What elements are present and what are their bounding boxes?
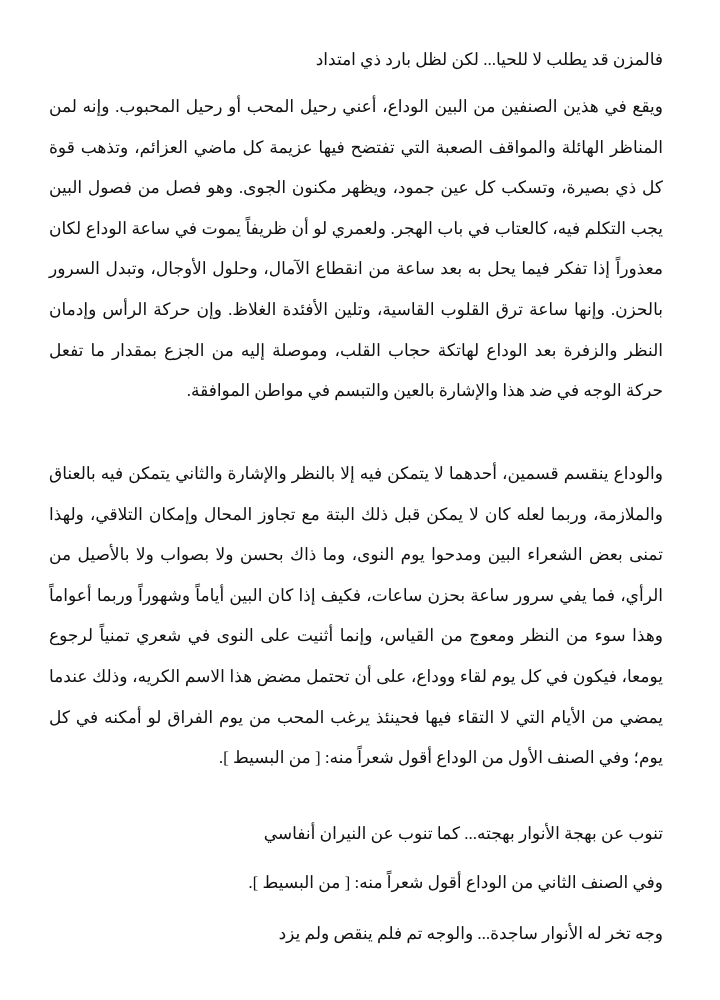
verse-line: وجه تخر له الأنوار ساجدة... والوجه تم فلم ينقص ولم يزد — [278, 924, 663, 943]
verse-line: تنوب عن بهجة الأنوار بهجته... كما تنوب عن النيران أنفاسي — [263, 824, 663, 843]
body-paragraph: ويقع في هذين الصنفين من البين الوداع، أعني رحيل المحب أو رحيل المحبوب. وإنه لمن المناظر الهائلة والمواقف الصعبة التي تفتضح فيها عزيمة كل ماضي العزائم، وتذهب قوة كل ذي بصيرة، وتسكب كل عين جمود، ويظهر مكنون الجوى. وهو فصل من فصول البين يجب التكلم فيه، كالعتاب في باب الهجر. ولعمري لو أن ظريفاً يموت في ساعة الوداع لكان معذوراً إذا تفكر فيما يحل به بعد ساعة من انقطاع الآمال، وحلول الأوجال، وتبدل السرور بالحزن. وإنها ساعة ترق القلوب القاسية، وتلين الأفئدة الغلاظ. وإن حركة الرأس وإدمان النظر والزفرة بعد الوداع لهاتكة حجاب القلب، وموصلة إليه من الجزع بمقدار ما تفعل حركة الوجه في ضد هذا والإشارة بالعين والتبسم في مواطن الموافقة. — [49, 97, 663, 401]
text-line: وفي الصنف الثاني من الوداع أقول شعراً منه: [ من البسيط ]. — [248, 873, 663, 892]
verse-line: فالمزن قد يطلب لا للحيا... لكن لظل بارد ذي امتداد — [315, 50, 663, 69]
body-paragraph: والوداع ينقسم قسمين، أحدهما لا يتمكن فيه إلا بالنظر والإشارة والثاني يتمكن فيه بالعناق والملازمة، وربما لعله كان لا يمكن قبل ذلك البتة مع تجاوز المحال وإمكان التلاقي، ولهذا تمنى بعض الشعراء البين ومدحوا يوم النوى، وما ذاك بحسن ولا بصواب ولا بالأصيل من الرأي، فما يفي سرور ساعة بحزن ساعات، فكيف إذا كان البين أياماً وشهوراً وربما أعواماً وهذا سوء من النظر ومعوج من القياس، وإنما أثنيت على النوى في شعري تمنياً لرجوع يومعا، فيكون في كل يوم لقاء ووداع، على أن تحتمل مضض هذا الاسم الكريه، وذلك عندما يمضي من الأيام التي لا التقاء فيها فحينئذ يرغب المحب من يوم الفراق لو أمكنه في كل يوم؛ وفي الصنف الأول من الوداع أقول شعراً منه: [ من البسيط ]. — [49, 464, 663, 768]
